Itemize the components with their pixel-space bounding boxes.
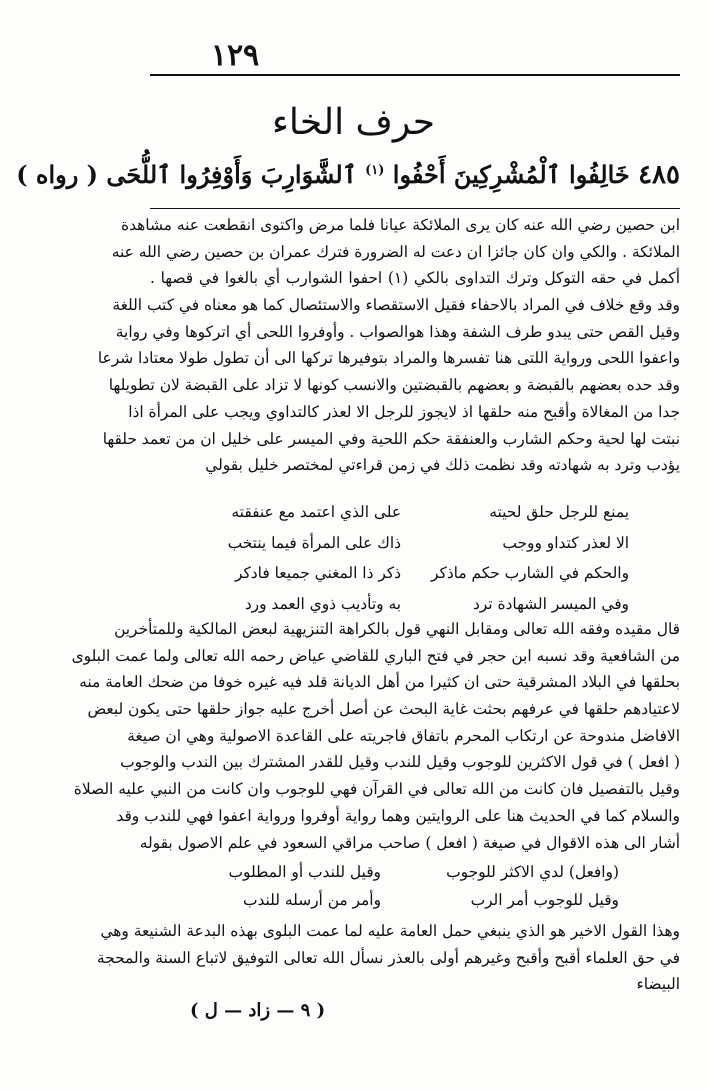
hemistich: والحكم في الشارب حكم ماذكر (431, 564, 629, 582)
hadith-number: ٤٨٥ (638, 160, 680, 190)
verse (150, 528, 680, 559)
hemistich: ذكر ذا المغني جميعا فادكر (234, 564, 401, 582)
verse (150, 589, 680, 620)
hemistich: ذاك على المرأة فيما ينتخب (227, 533, 401, 552)
text-line: لاعتيادهم حلقها في عرفهم بحثت غاية البحث عن أصل أخرج عليه جواز حلقها حتى يكون لبعض (87, 700, 680, 719)
poem-2 (150, 858, 680, 914)
text-line: ابن حصين رضي الله عنه كان يرى الملائكة عيانا فلما مرض واكتوى انقطعت عنه مشاهدة (121, 216, 680, 234)
text-line: من الشافعية وقد نسبه ابن حجر في فتح الباري للقاضي عياض رحمه الله تعالى ولما عمت البلوى (71, 646, 680, 665)
text-line: وقد وقع خلاف في المراد بالاحفاء فقيل الاستقصاء والاستئصال كما هو معناه في كتب اللغة (112, 296, 680, 315)
commentary-paragraph-1 (97, 212, 680, 479)
text-line: ( افعل ) في قول الاكثرين للوجوب وقيل للندب وقيل للقدر المشترك بين الندب والوجوب (120, 753, 680, 772)
hemistich: يمنع للرجل حلق لحيته (489, 503, 629, 521)
hemistich: وأمر من أرسله للندب (242, 891, 381, 909)
text-line: أكمل في حقه التوكل وترك التداوى بالكي (١) احفوا الشوارب أي بالغوا في قصها . (150, 269, 680, 288)
commentary-paragraph-3 (96, 918, 680, 998)
text-line: وهذا القول الاخير هو الذي ينبغي حمل العامة عليه لما عمت البلوى بهذه البدعة الشنيعة وهي (100, 922, 680, 940)
signature-mark: ( ٩ — زاد — ل ) (190, 1000, 326, 1021)
hemistich: الا لعذر كتداو ووجب (502, 533, 629, 552)
text-line: الافاضل مندوحة عن ارتكاب المحرم باتفاق فاجريته على القاعدة الاصولية وهي ان صيغة (127, 726, 680, 745)
hadith-text: خَالِفُوا ٱلْمُشْرِكِينَ أَحْفُوا (392, 160, 630, 189)
text-line: وقيل بالتفصيل فان كانت من الله تعالى في القرآن فهي للوجوب وان كانت من النبي عليه الصلاة (73, 780, 680, 799)
text-line: يؤدب وترد به شهادته وقد نظمت ذلك في زمن قراءتي لمختصر خليل بقولي (205, 456, 680, 475)
verse (150, 497, 680, 528)
hemistich: وفي الميسر الشهادة ترد (472, 594, 629, 613)
text-line: والسلام كما في الحديث هنا على الروايتين وهما رواية أوفروا ورواية اعفوا فهي للندب وقد (116, 806, 680, 825)
text-line: أشار الى هذه الاقوال في صيغة ( افعل ) صاحب مراقي السعود في علم الاصول بقوله (139, 833, 680, 852)
verse (150, 886, 680, 914)
header-rule (150, 74, 680, 76)
hemistich: وقيل للندب أو المطلوب (228, 863, 381, 881)
text-line: وقد حده بعضهم بالقبضة و بعضهم بالقبضتين والانسب كونها لا تزاد على القبضة لان تطويلها (108, 376, 680, 395)
text-line: البيضاء (636, 975, 680, 994)
hadith-rule (150, 208, 680, 209)
hemistich: على الذي اعتمد مع عنفقته (231, 503, 401, 521)
text-line: نبتت لها لحية وحكم الشارب والعنفقة حكم اللحية وفي الميسر على خليل ان من تعمد حلقها (102, 429, 680, 448)
commentary-paragraph-2 (71, 616, 680, 856)
hadith-text-rest: ٱلشَّوَارِبَ وَأَوْفِرُوا ٱللُّحَى ( رواه ) (16, 160, 357, 189)
text-line: واعفوا اللحى ورواية اللتى هنا تفسرها والمراد بتوفيرها تركها الى أن تطول طولا معتادا شرعا (97, 349, 680, 368)
text-line: في حق العلماء أقبح وأقبح وغيرهم أولى بالعذر نسأل الله تعالى التوفيق لاتباع السنة والمحجة (96, 948, 680, 967)
hemistich: (وافعل) لدي الاكثر للوجوب (446, 863, 619, 881)
poem-1 (150, 497, 680, 619)
hadith-line (16, 160, 680, 190)
footnote-ref: (١) (365, 163, 385, 178)
text-line: قال مقيده وفقه الله تعالى ومقابل النهي قول بالكراهة التنزيهية لبعض المالكية وللمتأخرين (114, 620, 680, 638)
hemistich: وقيل للوجوب أمر الرب (470, 891, 619, 909)
text-line: بحلقها في البلاد المشرقية حتى ان كثيرا من أهل الديانة قلد فيه غيره خوفا من ضحك العامة منه (79, 673, 680, 692)
chapter-title: حرف الخاء (272, 102, 435, 143)
page-number: ١٢٩ (210, 38, 260, 73)
hemistich: به وتأديب ذوي العمد ورد (244, 594, 401, 613)
text-line: الملائكة . والكي وان كان جائزا ان دعت له الضرورة فترك عمران بن حصين رضي الله عنه (111, 242, 680, 261)
text-line: وقيل القص حتى يبدو طرف الشفة وهذا هوالصواب . وأوفروا اللحى أي اتركوها وفي رواية (115, 322, 680, 341)
verse (150, 858, 680, 886)
verse (150, 558, 680, 589)
text-line: جدا من المغالاة وأقبح منه حلقها اذ لايجوز للرجل الا لعذر كالتداوي ويجب على المرأة اذا (128, 402, 680, 421)
